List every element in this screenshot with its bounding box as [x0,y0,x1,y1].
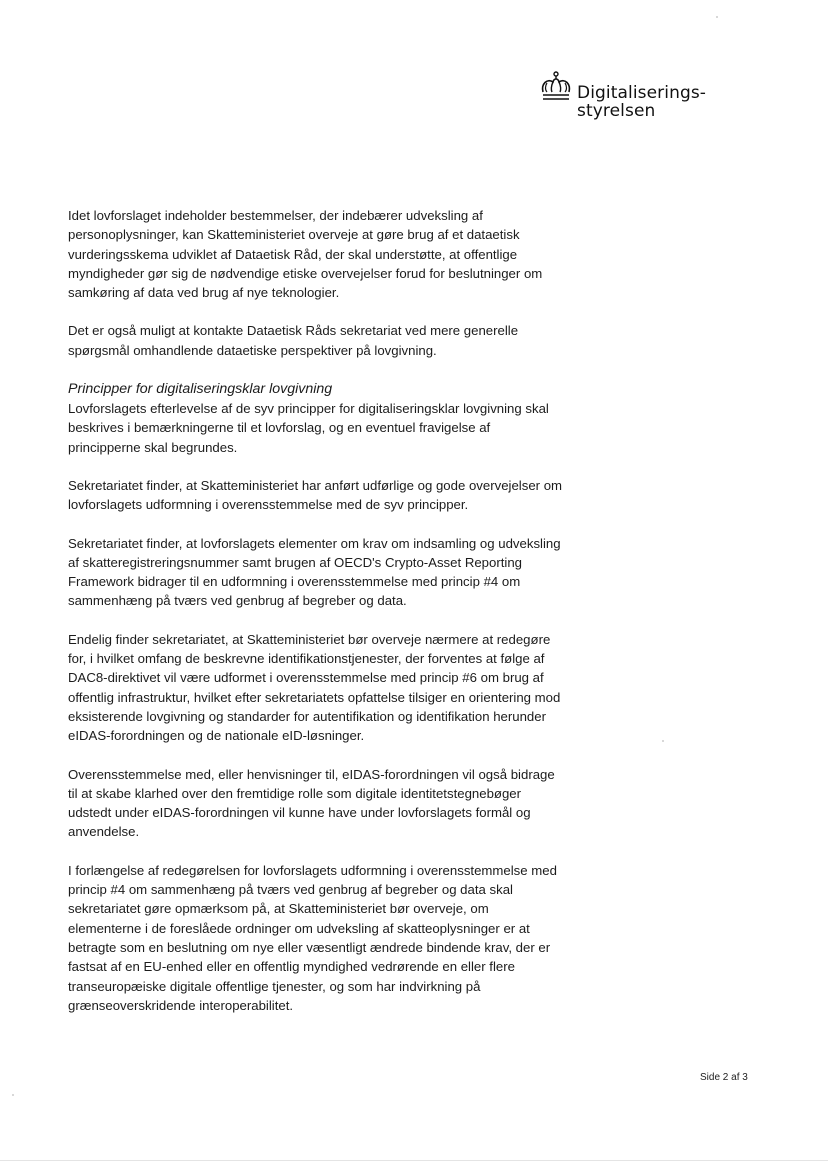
paragraph-1: Idet lovforslaget indeholder bestemmelser, der indebærer udveksling af personoplysninger, kan Skatteministeriet overveje at gøre brug af et dataetisk vurderingsskema udviklet af Dataetisk Råd, der skal understøtte, at offentlige myndigheder gør sig de nødvendige etiske overvejelser forud for beslutninger om samkøring af data ved brug af nye teknologier. [68,208,543,301]
paragraph-6: Endelig finder sekretariatet, at Skatteministeriet bør overveje nærmere at redegøre for, i hvilket omfang de beskrevne identifikationstjenester, der forventes at følge af DAC8-direktivet vil være udformet i overensstemmelse med princip #6 om brug af offentlig infrastruktur, hvilket efter sekretariatets opfattelse tilsiger en orientering mod eksisterende lovgivning og standarder for autentifikation og identifikation herunder eIDAS-forordningen og de nationale eID-løsninger. [68,631,561,744]
paragraph-2: Det er også muligt at kontakte Dataetisk Råds sekretariat ved mere generelle spørgsmål omhandlende dataetiske perspektiver på lovgivning. [68,323,519,358]
paragraph-8: I forlængelse af redegørelsen for lovforslagets udformning i overensstemmelse med princip #4 om sammenhæng på tværs ved genbrug af begreber og data skal sekretariatet gøre opmærksom på, at Skatteministeriet bør overveje, om elementerne i de foreslåede ordninger om udveksling af skatteoplysninger er at betragte som en beslutning om nye eller væsentligt ændrede bindende krav, der er fastsat af en EU-enhed eller en offentlig myndighed vedrørende en eller flere transeuropæiske digitale offentlige tjenester, og som har indvirkning på grænseoverskridende interoperabilitet. [68,862,557,1013]
section-heading: Principper for digitaliseringsklar lovgivning [68,381,333,398]
scan-edge [0,1160,828,1161]
page-number: Side 2 af 3 [700,1072,748,1083]
paragraph-5: Sekretariatet finder, at lovforslagets elementer om krav om indsamling og udveksling af skatteregistreringsnummer samt brugen af OECD's Crypto-Asset Reporting Framework bidrager til en udformning i overensstemmelse med princip #4 om sammenhæng på tværs ved genbrug af begreber og data. [68,535,561,609]
scan-speck [662,740,664,742]
logo-wordmark [577,84,706,120]
logo-line-2: styrelsen [577,101,656,121]
scan-speck [716,16,718,18]
paragraph-3: Lovforslagets efterlevelse af de syv principper for digitaliseringsklar lovgivning skal beskrives i bemærkningerne til et lovforslag, og en eventuel fravigelse af principperne skal begrundes. [68,401,549,455]
logo [537,70,757,130]
paragraph-4: Sekretariatet finder, at Skatteministeriet har anført udførlige og gode overvejelser om lovforslagets udformning i overensstemmelse med de syv principper. [68,477,563,513]
paragraph-7: Overensstemmelse med, eller henvisninger til, eIDAS-forordningen vil også bidrage til at skabe klarhed over den fremtidige rolle som digitale identitetstegnebøger udstedt under eIDAS-forordningen vil kunne have under lovforslagets formål og anvendelse. [68,766,555,840]
scan-speck [12,1094,14,1096]
logo-line-1: Digitaliserings- [577,83,707,103]
crown-icon [537,70,573,104]
document-body [68,206,563,1034]
